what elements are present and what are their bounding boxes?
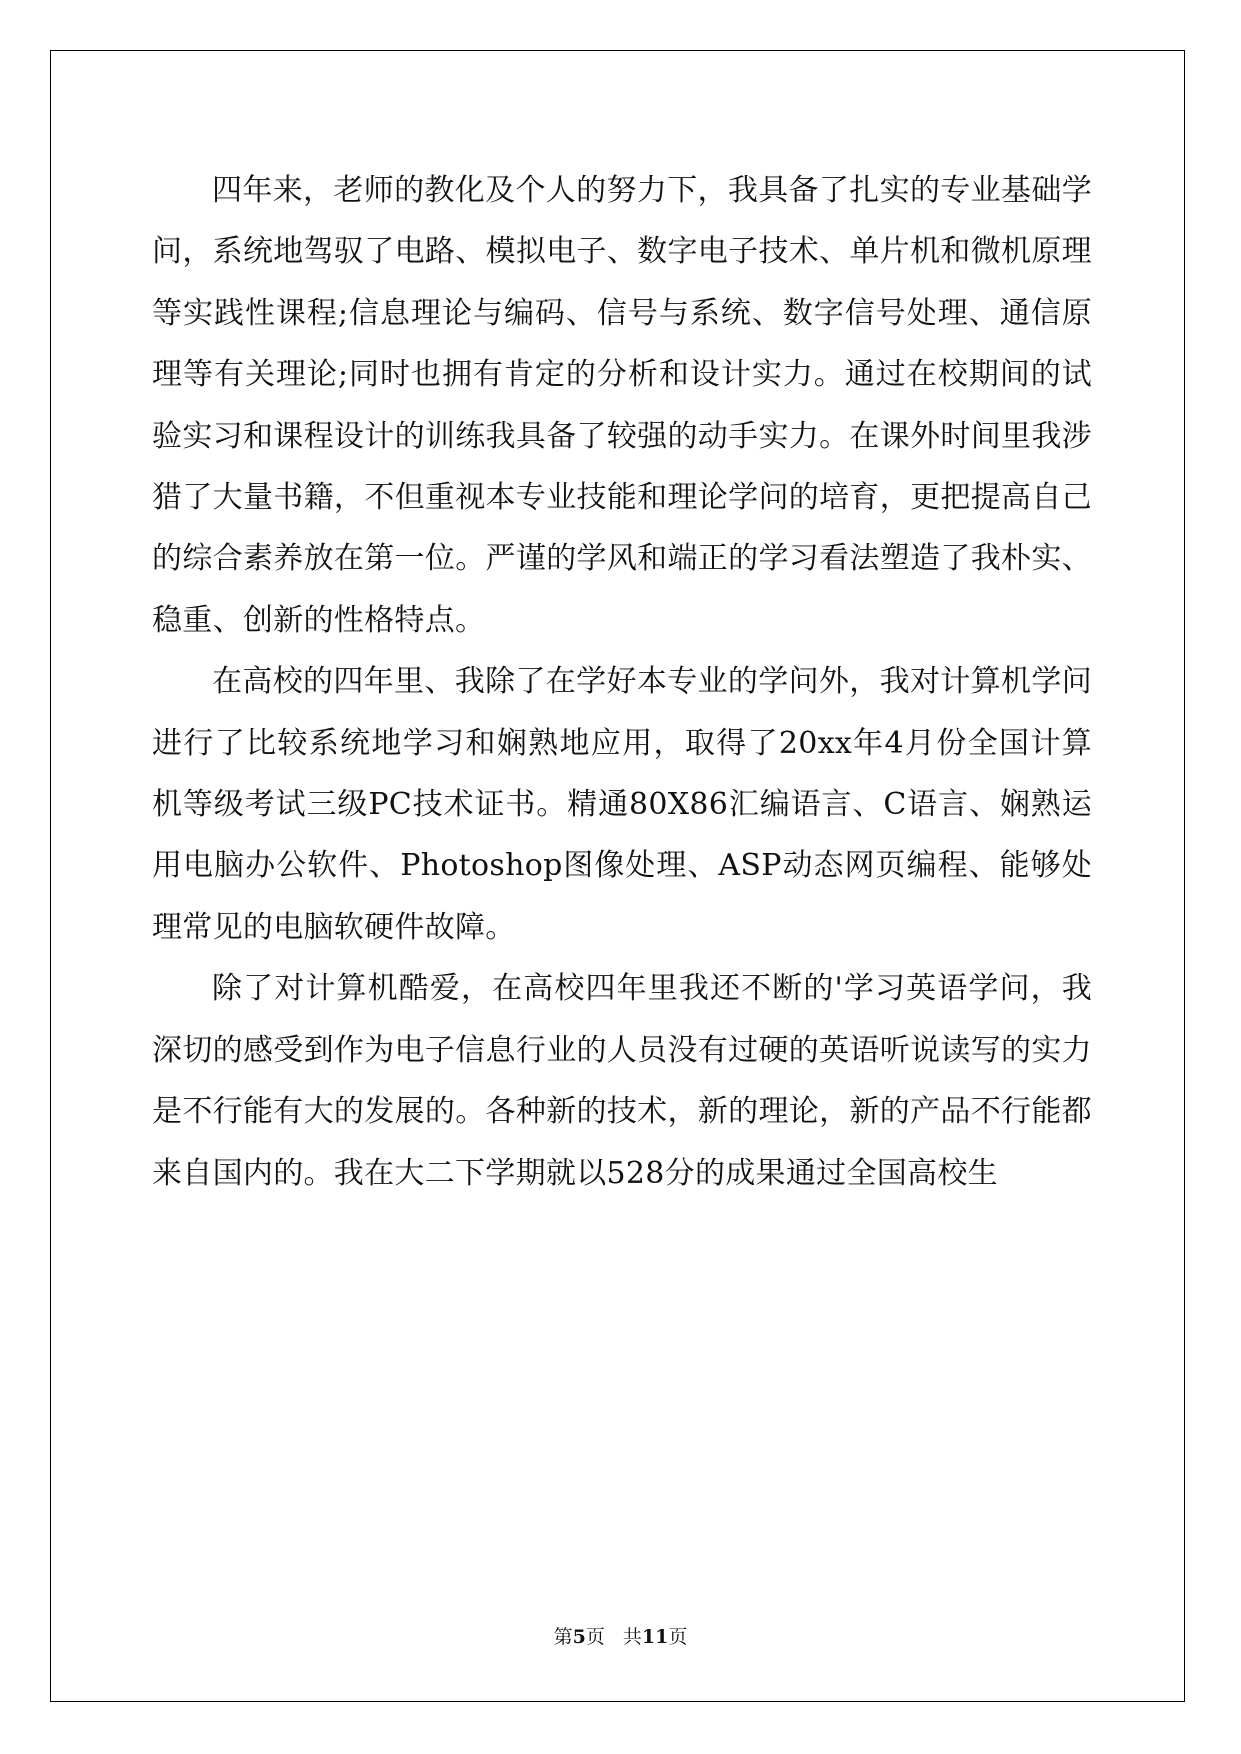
total-prefix: 共 [622, 1626, 642, 1648]
page-prefix: 第 [553, 1626, 573, 1648]
total-page-number: 11 [641, 1626, 669, 1648]
paragraph-3: 除了对计算机酷爱，在高校四年里我还不断的'学习英语学问，我深切的感受到作为电子信息行业的人员没有过硬的英语听说读写的实力是不行能有大的发展的。各种新的技术，新的理论，新的产品不行能都来自国内的。我在大二下学期就以528分的成果通过全国高校生 [152, 971, 1092, 1191]
total-unit: 页 [668, 1626, 688, 1648]
page-footer [0, 1622, 1241, 1649]
document-body [152, 160, 1092, 1204]
current-page-number: 5 [572, 1626, 586, 1648]
paragraph-1: 四年来，老师的教化及个人的努力下，我具备了扎实的专业基础学问，系统地驾驭了电路、模拟电子、数字电子技术、单片机和微机原理等实践性课程;信息理论与编码、信号与系统、数字信号处理、通信原理等有关理论;同时也拥有肯定的分析和设计实力。通过在校期间的试验实习和课程设计的训练我具备了较强的动手实力。在课外时间里我涉猎了大量书籍，不但重视本专业技能和理论学问的培育，更把提高自己的综合素养放在第一位。严谨的学风和端正的学习看法塑造了我朴实、稳重、创新的性格特点。 [152, 173, 1092, 638]
paragraph-2: 在高校的四年里、我除了在学好本专业的学问外，我对计算机学问进行了比较系统地学习和娴熟地应用，取得了20xx年4月份全国计算机等级考试三级PC技术证书。精通80X86汇编语言、C语言、娴熟运用电脑办公软件、Photoshop图像处理、ASP动态网页编程、能够处理常见的电脑软硬件故障。 [152, 664, 1092, 945]
page-unit: 页 [585, 1626, 605, 1648]
